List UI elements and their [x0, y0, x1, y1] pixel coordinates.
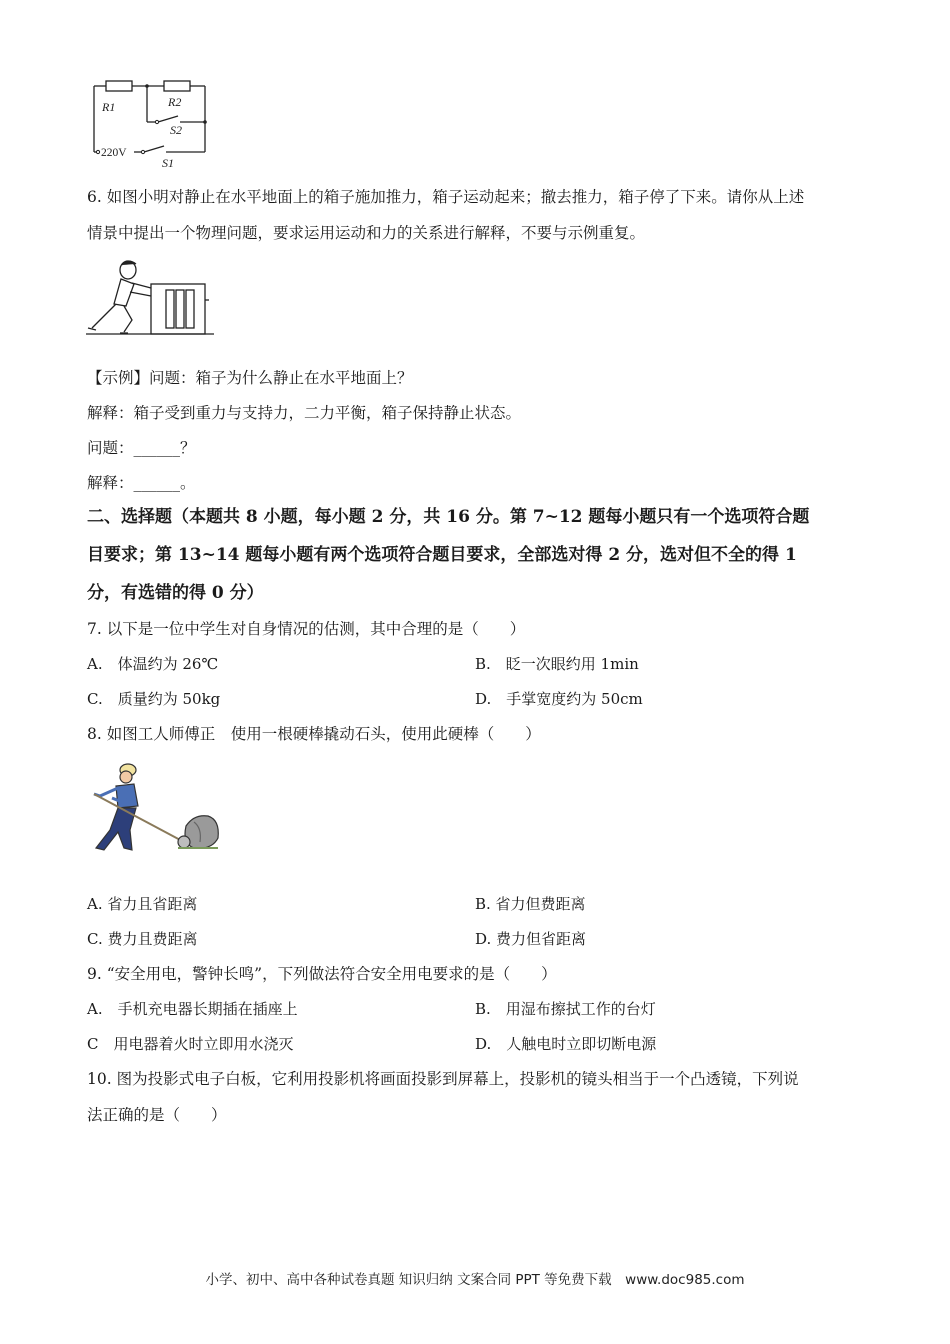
q6-blank-answer: 解释：______。 [87, 474, 196, 492]
q9-stem: 9. “安全用电，警钟长鸣”，下列做法符合安全用电要求的是（ ） [87, 965, 557, 983]
q9-option-b: B. 用湿布擦拭工作的台灯 [475, 1000, 656, 1018]
q7-stem: 7. 以下是一位中学生对自身情况的估测，其中合理的是（ ） [87, 620, 526, 638]
q6-example-question: 【示例】问题：箱子为什么静止在水平地面上？ [87, 369, 413, 387]
q10-stem-line1: 10. 图为投影式电子白板，它利用投影机将画面投影到屏幕上，投影机的镜头相当于一个凸透镜，下列说 [87, 1070, 799, 1088]
q7-option-b: B. 眨一次眼约用 1min [475, 655, 639, 673]
q6-stem-line2: 情景中提出一个物理问题，要求运用运动和力的关系进行解释，不要与示例重复。 [87, 224, 646, 242]
section2-header-line1: 二、选择题（本题共 8 小题，每小题 2 分，共 16 分。第 7~12 题每小题只有一个选项符合题 [87, 507, 810, 527]
q8-option-c: C. 费力且费距离 [87, 930, 198, 948]
q9-option-a: A. 手机充电器长期插在插座上 [87, 1000, 298, 1018]
section2-header-line2: 目要求；第 13~14 题每小题有两个选项符合题目要求，全部选对得 2 分，选对但不全的得 1 [87, 545, 797, 565]
q7-option-d: D. 手掌宽度约为 50cm [475, 690, 643, 708]
q8-option-a: A. 省力且省距离 [87, 895, 198, 913]
q6-blank-question: 问题：______？ [87, 439, 196, 457]
r2-label: R2 [168, 95, 182, 109]
boy-pushing-box-figure [86, 256, 216, 338]
q7-option-a: A. 体温约为 26℃ [87, 655, 219, 673]
q7-option-c: C. 质量约为 50kg [87, 690, 221, 708]
q8-option-d: D. 费力但省距离 [475, 930, 587, 948]
page-footer: 小学、初中、高中各种试卷真题 知识归纳 文案合同 PPT 等免费下载 www.doc985.com [205, 1272, 745, 1288]
q8-stem: 8. 如图工人师傅正 使用一根硬棒撬动石头，使用此硬棒（ ） [87, 725, 541, 743]
q9-option-d: D. 人触电时立即切断电源 [475, 1035, 657, 1053]
circuit-diagram [86, 76, 216, 172]
worker-lever-figure [86, 758, 226, 858]
r1-label: R1 [102, 100, 116, 114]
q8-option-b: B. 省力但费距离 [475, 895, 586, 913]
q6-stem-line1: 6. 如图小明对静止在水平地面上的箱子施加推力，箱子运动起来；撤去推力，箱子停了下来。请你从上述 [87, 188, 805, 206]
s1-label: S1 [162, 156, 174, 170]
s2-label: S2 [170, 123, 182, 137]
q6-example-answer: 解释：箱子受到重力与支持力，二力平衡，箱子保持静止状态。 [87, 404, 522, 422]
q10-stem-line2: 法正确的是（ ） [87, 1106, 227, 1124]
voltage-label: 220V [101, 147, 127, 159]
section2-header-line3: 分，有选错的得 0 分） [87, 583, 264, 603]
q9-option-c: C 用电器着火时立即用水浇灭 [87, 1035, 294, 1053]
